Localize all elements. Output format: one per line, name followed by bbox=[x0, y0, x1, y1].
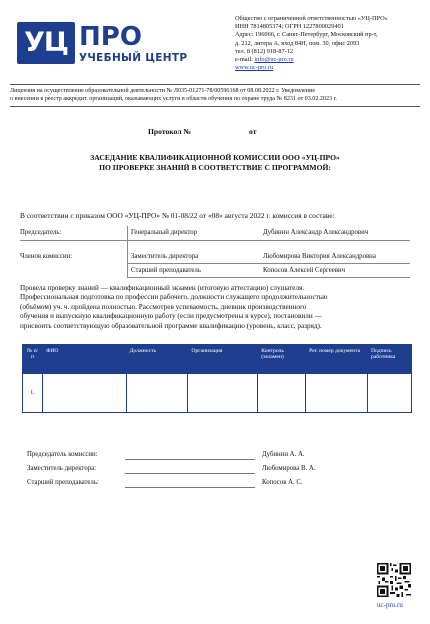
member2-position: Старший преподаватель bbox=[131, 267, 201, 274]
cell-reg-number[interactable] bbox=[306, 374, 368, 413]
chair-label: Председатель: bbox=[20, 229, 62, 236]
logo-uc-block: УЦ bbox=[17, 22, 75, 64]
company-name: Общество с ограниченной ответственностью «УЦ-ПРО» bbox=[235, 15, 388, 22]
company-address-2: д. 212, литера А, вход 84Н, пом. 30, офис 2093 bbox=[235, 39, 360, 47]
heading-line-2: ПО ПРОВЕРКЕ ЗНАНИЙ В СООТВЕТСТВИЕ С ПРОГРАММОЙ: bbox=[99, 163, 331, 172]
qr-code-icon[interactable] bbox=[377, 563, 411, 597]
sig-senior-name: Копосов А. С. bbox=[262, 479, 303, 486]
chair-position: Генеральный директор bbox=[131, 229, 197, 236]
decision-line-2: Профессиональная подготовка по профессии рабочего, должности служащего продолжительностью bbox=[20, 293, 328, 302]
company-phone: тел. 8 (812) 918-87-12 bbox=[235, 47, 294, 55]
order-intro: В соответствии с приказом ООО «УЦ-ПРО» № 01-08/22 от «08» августа 2022 г. комиссия в составе: bbox=[20, 211, 335, 220]
sig-chair-label: Председатель комиссии: bbox=[27, 451, 98, 458]
cell-exam[interactable] bbox=[258, 374, 306, 413]
member1-divider bbox=[127, 263, 410, 264]
company-email-row bbox=[235, 56, 425, 64]
sig-chair-line[interactable] bbox=[125, 459, 255, 460]
protocol-date-label: от bbox=[249, 127, 257, 136]
decision-line-4: обучения и выпускную квалификационную работу (если предусмотрены в курсе), постановили — bbox=[20, 312, 322, 321]
col-reg-number: Рег. номер документа bbox=[306, 345, 368, 374]
sig-senior-label: Старший преподаватель: bbox=[27, 479, 99, 486]
company-ids: ИНН 7814805374; ОГРН 1227800029401 bbox=[235, 23, 344, 31]
logo-subtitle: УЧЕБНЫЙ ЦЕНТР bbox=[79, 52, 188, 64]
decision-line-1: Провела проверку знаний — квалификационный экзамен (итоговую аттестацию) слушателя. bbox=[20, 284, 305, 292]
company-site-row bbox=[235, 64, 425, 72]
member1-name: Любомирова Виктория Александровна bbox=[263, 253, 376, 260]
footer-site-link[interactable]: uc-pro.ru bbox=[377, 601, 403, 609]
sig-deputy-name: Любомирова В. А. bbox=[262, 465, 316, 472]
col-exam: Контроль (экзамен) bbox=[258, 345, 306, 374]
cell-signature[interactable] bbox=[368, 374, 412, 413]
logo-pro-text: ПРО bbox=[79, 22, 142, 52]
company-logo bbox=[17, 22, 197, 70]
license-text bbox=[10, 87, 420, 103]
col-position: Должность bbox=[126, 345, 188, 374]
commission-column-divider bbox=[127, 226, 128, 277]
protocol-number-label: Протокол № bbox=[148, 127, 192, 136]
col-number: № п/п bbox=[23, 345, 43, 374]
decision-line-5: присвоить соответствующую образовательной программе квалификацию (уровень, класс, разряд). bbox=[20, 321, 322, 330]
member1-position: Заместитель директора bbox=[131, 253, 199, 260]
company-address-1: Адрес: 196066, г. Санкт-Петербург, Московский пр-т, bbox=[235, 31, 378, 39]
heading-line-1: ЗАСЕДАНИЕ КВАЛИФИКАЦИОННОЙ КОМИССИИ ООО «УЦ-ПРО» bbox=[90, 153, 340, 162]
cell-number: 1. bbox=[23, 374, 43, 413]
company-info bbox=[235, 15, 425, 72]
cell-fio[interactable] bbox=[42, 374, 126, 413]
email-link[interactable]: info@uc-pro.ru bbox=[254, 56, 294, 64]
table-header-row bbox=[23, 345, 412, 374]
member2-name: Копосов Алексей Сергеевич bbox=[263, 267, 346, 274]
sig-deputy-line[interactable] bbox=[125, 473, 255, 474]
member2-divider bbox=[127, 277, 410, 278]
cell-organization[interactable] bbox=[188, 374, 258, 413]
col-fio: ФИО bbox=[42, 345, 126, 374]
sig-deputy-label: Заместитель директора: bbox=[27, 465, 97, 472]
site-link[interactable]: www.uc-pro.ru bbox=[235, 64, 274, 72]
chair-divider bbox=[20, 240, 410, 241]
members-label: Членов комиссии: bbox=[20, 253, 73, 260]
table-row bbox=[23, 374, 412, 413]
email-label: e-mail: bbox=[235, 56, 255, 64]
sig-senior-line[interactable] bbox=[125, 487, 255, 488]
col-organization: Организация bbox=[188, 345, 258, 374]
participants-table bbox=[22, 344, 412, 413]
cell-position[interactable] bbox=[126, 374, 188, 413]
header-divider bbox=[10, 84, 420, 85]
license-line-1: Лицензия на осуществление образовательной деятельности № Л035-01271-78/00596168 от 08.08.2022 г. Уведомление bbox=[10, 88, 316, 94]
decision-paragraph bbox=[20, 284, 410, 331]
sig-chair-name: Дубинин А. А. bbox=[262, 451, 305, 458]
decision-line-3: (объёмом) уч. ч. пройдена полностью. Рассмотрев успеваемость, дневник производственного bbox=[20, 302, 307, 311]
license-line-2: о внесении в реестр аккредит. организаций, оказывающих услуги в области обучения по охране труда № 8231 от 03.02.2023 г. bbox=[10, 96, 337, 103]
license-divider bbox=[10, 106, 420, 107]
col-signature: Подпись работника bbox=[368, 345, 412, 374]
chair-name: Дубинин Александр Александрович bbox=[263, 229, 369, 236]
